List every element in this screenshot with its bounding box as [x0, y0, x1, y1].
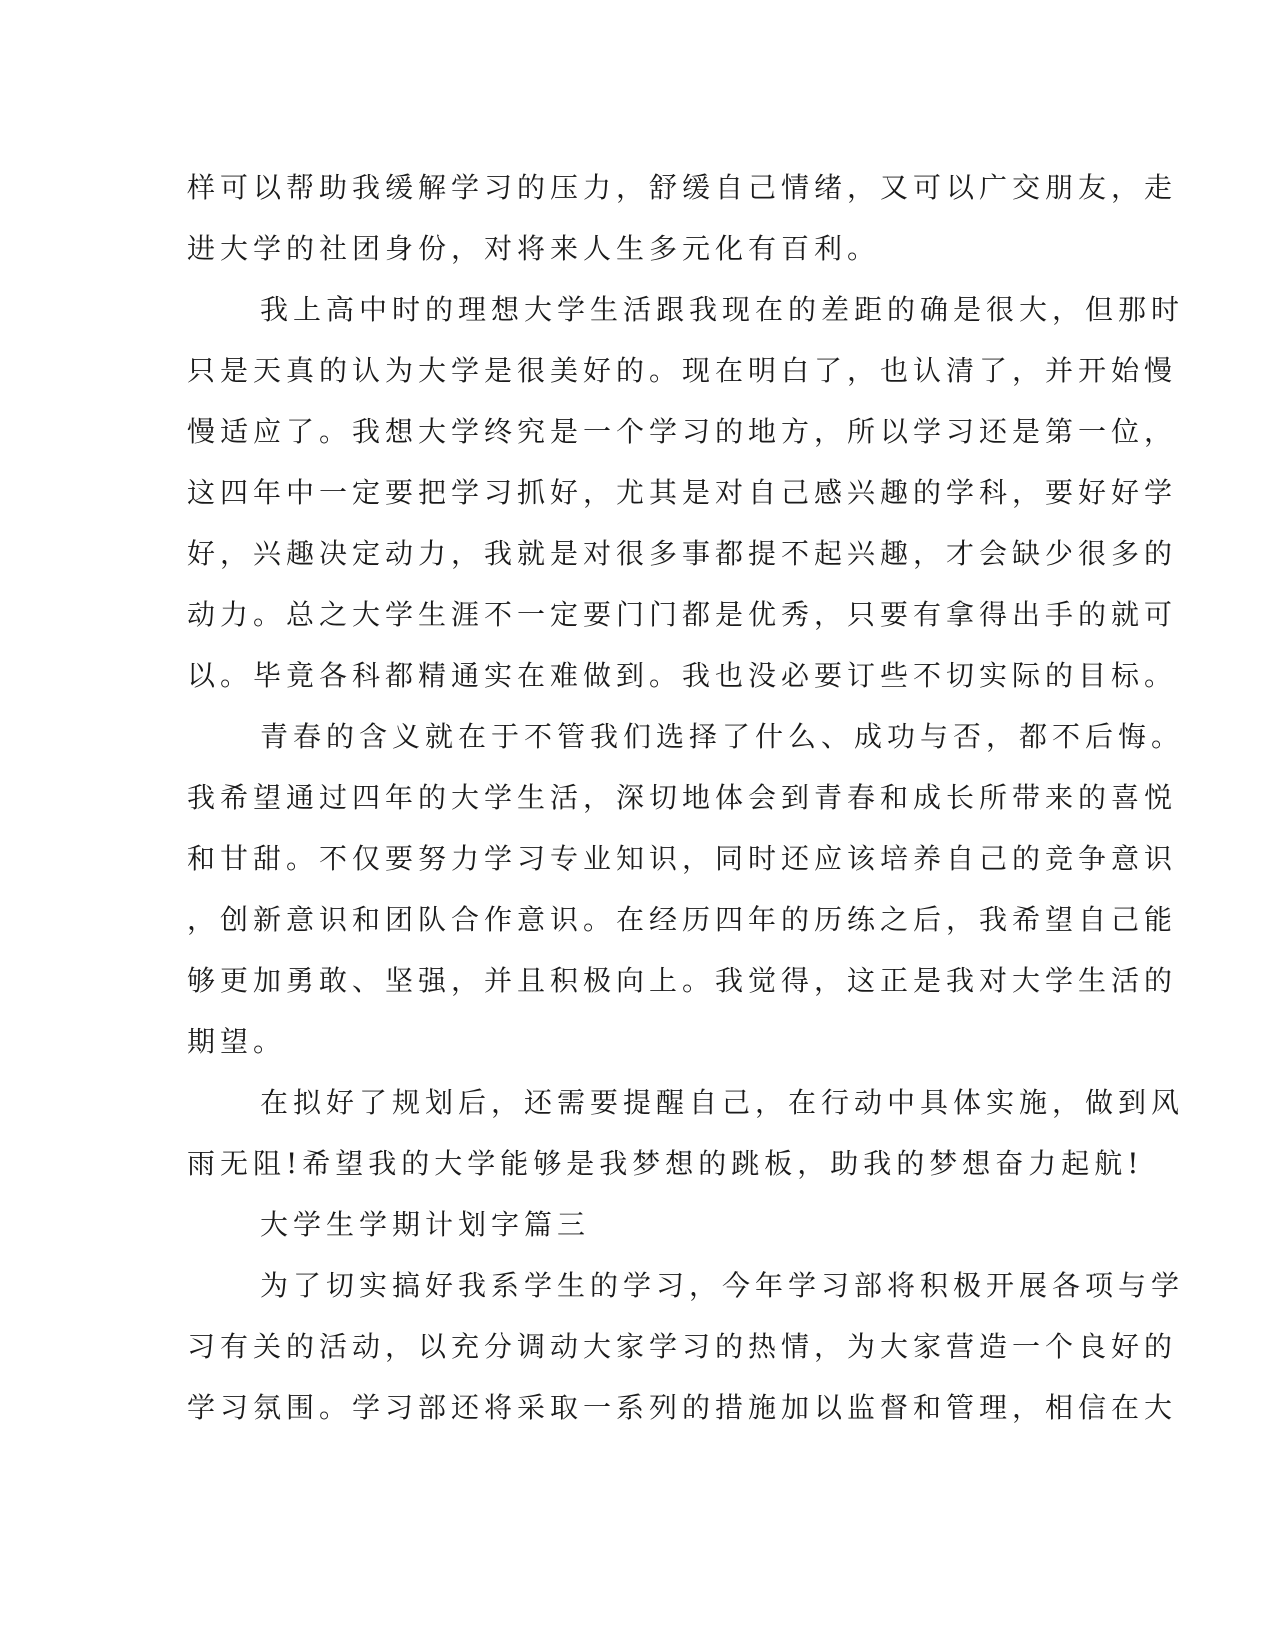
text-line: 动力。总之大学生涯不一定要门门都是优秀，只要有拿得出手的就可 — [187, 598, 1178, 631]
text-line: 为了切实搞好我系学生的学习，今年学习部将积极开展各项与学 — [260, 1269, 1185, 1302]
text-line: 期望。 — [187, 1025, 287, 1058]
text-line: 在拟好了规划后，还需要提醒自己，在行动中具体实施，做到风 — [260, 1086, 1185, 1119]
text-line: 青春的含义就在于不管我们选择了什么、成功与否，都不后悔。 — [260, 720, 1185, 753]
text-line: 我上高中时的理想大学生活跟我现在的差距的确是很大，但那时 — [260, 293, 1185, 326]
text-line: 好，兴趣决定动力，我就是对很多事都提不起兴趣，才会缺少很多的 — [187, 537, 1178, 570]
text-line: 只是天真的认为大学是很美好的。现在明白了，也认清了，并开始慢 — [187, 354, 1178, 387]
section-heading: 大学生学期计划字篇三 — [260, 1208, 591, 1241]
text-line: ，创新意识和团队合作意识。在经历四年的历练之后，我希望自己能 — [187, 903, 1178, 936]
text-line: 我希望通过四年的大学生活，深切地体会到青春和成长所带来的喜悦 — [187, 781, 1178, 814]
text-line: 进大学的社团身份，对将来人生多元化有百利。 — [187, 232, 881, 265]
text-line: 雨无阻!希望我的大学能够是我梦想的跳板，助我的梦想奋力起航! — [187, 1147, 1144, 1180]
text-line: 和甘甜。不仅要努力学习专业知识，同时还应该培养自己的竞争意识 — [187, 842, 1178, 875]
text-line: 慢适应了。我想大学终究是一个学习的地方，所以学习还是第一位， — [187, 415, 1178, 448]
text-line: 样可以帮助我缓解学习的压力，舒缓自己情绪，又可以广交朋友，走 — [187, 171, 1178, 204]
text-line: 学习氛围。学习部还将采取一系列的措施加以监督和管理，相信在大 — [187, 1391, 1178, 1424]
text-line: 以。毕竟各科都精通实在难做到。我也没必要订些不切实际的目标。 — [187, 659, 1178, 692]
text-line: 这四年中一定要把学习抓好，尤其是对自己感兴趣的学科，要好好学 — [187, 476, 1178, 509]
body-text — [187, 157, 1185, 1438]
text-line: 习有关的活动，以充分调动大家学习的热情，为大家营造一个良好的 — [187, 1330, 1178, 1363]
text-line: 够更加勇敢、坚强，并且积极向上。我觉得，这正是我对大学生活的 — [187, 964, 1178, 997]
